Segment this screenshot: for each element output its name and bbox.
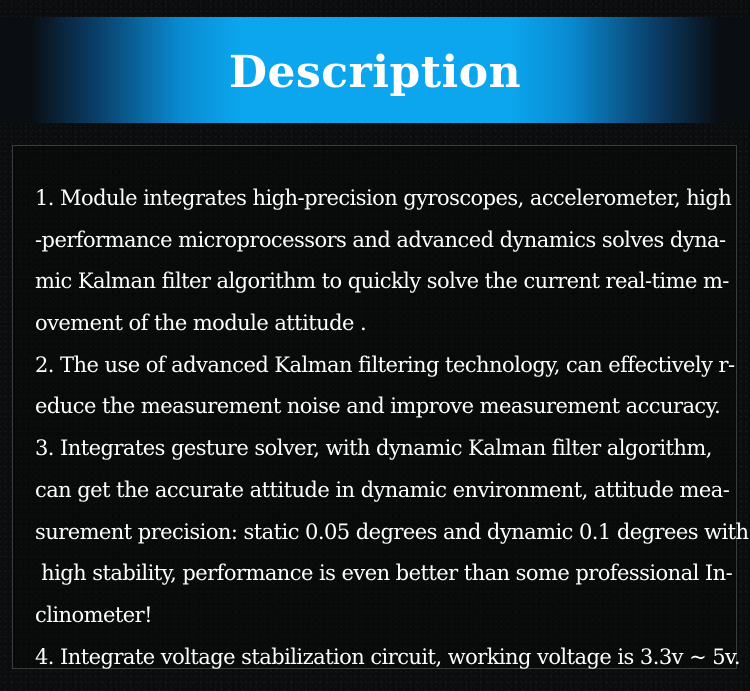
- text-line: ovement of the module attitude .: [35, 311, 367, 336]
- text-line: 4. Integrate voltage stabilization circuit, working voltage is 3.3v ~ 5v.: [35, 644, 740, 669]
- description-banner: [0, 17, 750, 123]
- text-line: high stability, performance is even better than some professional In-: [35, 561, 733, 586]
- text-line: 2. The use of advanced Kalman filtering technology, can effectively r-: [35, 352, 735, 377]
- text-line: clinometer!: [35, 602, 152, 627]
- text-line: -performance microprocessors and advanced dynamics solves dyna-: [35, 227, 726, 252]
- text-line: mic Kalman filter algorithm to quickly solve the current real-time m-: [35, 269, 729, 294]
- text-line: 3. Integrates gesture solver, with dynamic Kalman filter algorithm,: [35, 436, 712, 461]
- page-title: Description: [228, 46, 522, 98]
- text-line: surement precision: static 0.05 degrees and dynamic 0.1 degrees with: [35, 519, 749, 544]
- description-text: [35, 178, 749, 678]
- text-line: 1. Module integrates high-precision gyroscopes, accelerometer, high: [35, 186, 732, 210]
- text-line: can get the accurate attitude in dynamic environment, attitude mea-: [35, 477, 730, 502]
- text-line: educe the measurement noise and improve measurement accuracy.: [35, 394, 721, 419]
